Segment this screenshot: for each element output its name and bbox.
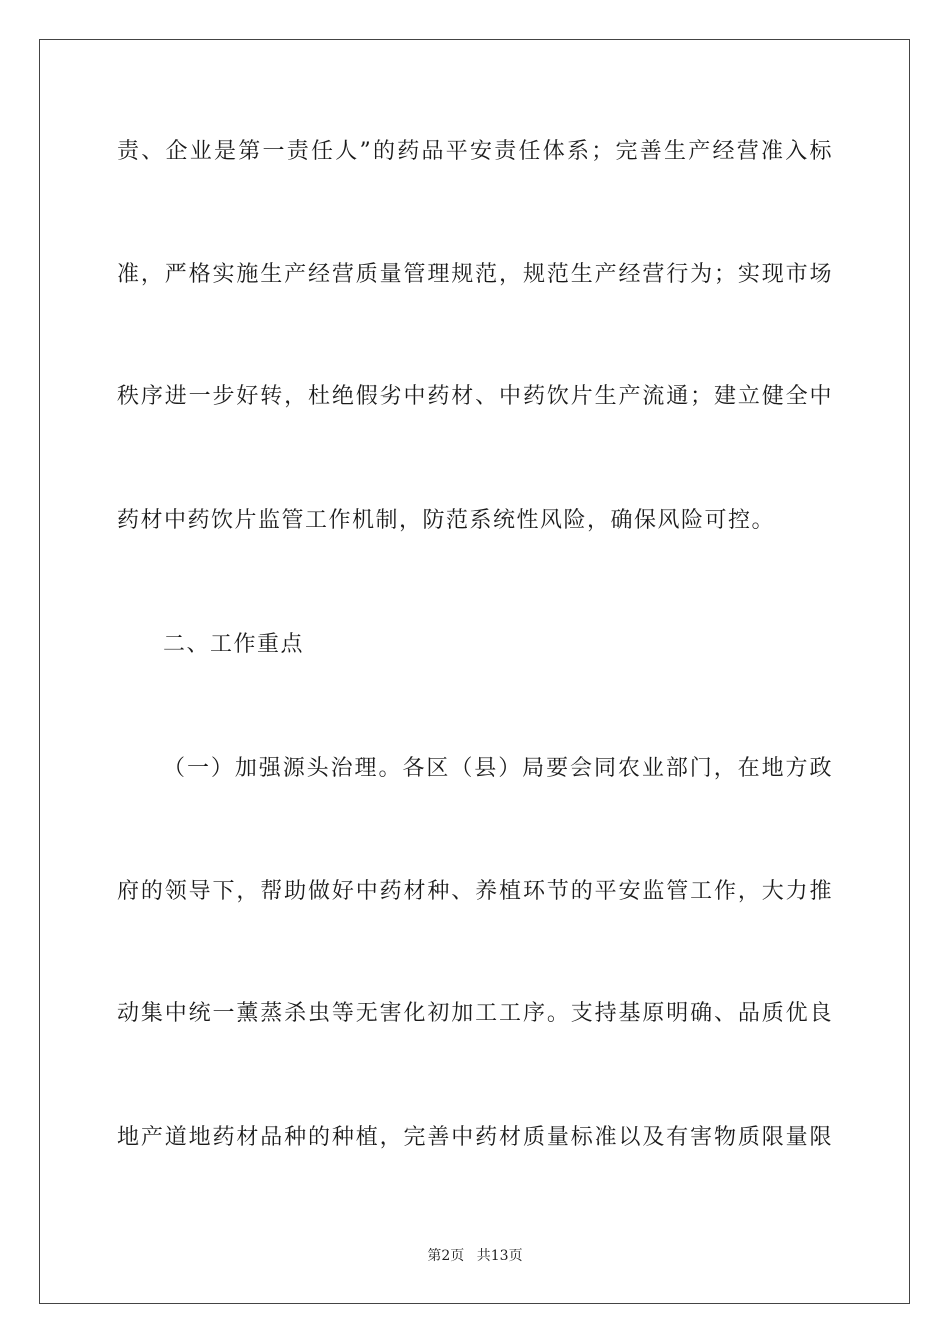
body-text-line: 地产道地药材品种的种植，完善中药材质量标准以及有害物质限量限 — [117, 1125, 833, 1150]
body-text-line: （一）加强源头治理。各区（县）局要会同农业部门，在地方政 — [163, 756, 833, 781]
body-text-line: 府的领导下，帮助做好中药材种、养植环节的平安监管工作，大力推 — [117, 879, 833, 904]
page-border — [39, 39, 910, 1304]
body-text-line: 责、企业是第一责任人”的药品平安责任体系；完善生产经营准入标 — [117, 139, 833, 164]
body-text-line: 动集中统一薰蒸杀虫等无害化初加工工序。支持基原明确、品质优良 — [117, 1001, 833, 1026]
page-number: 第2页 — [427, 1248, 465, 1264]
page-footer — [0, 1247, 950, 1265]
body-text-line: 药材中药饮片监管工作机制，防范系统性风险，确保风险可控。 — [117, 508, 776, 533]
body-text-line: 秩序进一步好转，杜绝假劣中药材、中药饮片生产流通；建立健全中 — [117, 384, 833, 409]
total-pages: 共13页 — [476, 1248, 523, 1264]
section-heading: 二、工作重点 — [163, 632, 305, 657]
body-text-line: 准，严格实施生产经营质量管理规范，规范生产经营行为；实现市场 — [117, 262, 833, 287]
